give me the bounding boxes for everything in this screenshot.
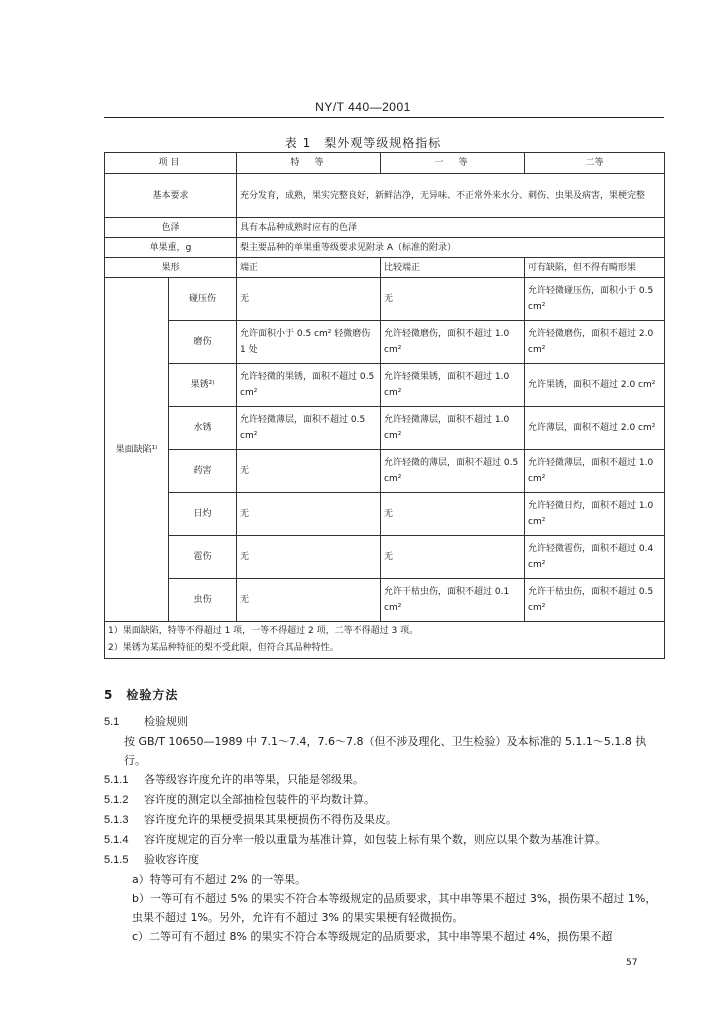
- defect-row: [105, 321, 665, 364]
- defect-row: [105, 536, 665, 579]
- row-label-shape: 果形: [105, 258, 237, 278]
- row-basic-requirement: [105, 174, 665, 218]
- basic-requirement-value: 充分发育，成熟，果实完整良好，新鲜洁净，无异味、不正常外来水分、刺伤、虫果及病害，果梗完整: [237, 174, 665, 218]
- row-color: [105, 218, 665, 238]
- defect-second: 允许轻微碰压伤，面积小于 0.5 cm²: [525, 278, 665, 321]
- table-notes: [105, 622, 665, 659]
- col-header-item: 项目: [105, 153, 237, 174]
- grade-spec-table: [104, 152, 665, 659]
- defect-first: 无: [381, 278, 525, 321]
- defect-special: 无: [237, 493, 381, 536]
- tolerance-item-b: b）一等可有不超过 5% 的果实不符合本等级规定的品质要求，其中串等果不超过 3%，损伤果不超过 1%，虫果不超过 1%。另外，允许有不超过 3% 的果实果梗有轻微损伤。: [132, 892, 657, 924]
- clause-item: [104, 770, 664, 790]
- tolerance-item-a: a）特等可有不超过 2% 的一等果。: [132, 873, 307, 886]
- defect-row: [105, 364, 665, 407]
- clause-text: 验收容许度: [144, 853, 199, 866]
- row-label-color: 色泽: [105, 218, 237, 238]
- shape-second: 可有缺陷，但不得有畸形果: [525, 258, 665, 278]
- defect-first: 允许轻微磨伤，面积不超过 1.0 cm²: [381, 321, 525, 364]
- clause-item: [104, 810, 664, 830]
- col-header-special: 特 等: [237, 153, 381, 174]
- clause-title: 检验规则: [144, 715, 188, 728]
- defect-first: 允许干枯虫伤，面积不超过 0.1 cm²: [381, 579, 525, 622]
- clause-item: [104, 790, 664, 810]
- table-notes-row: [105, 622, 665, 659]
- table-note: 2）果锈为某品种特征的梨不受此限，但符合其品种特性。: [108, 643, 339, 653]
- defect-special: 无: [237, 579, 381, 622]
- defect-first: 无: [381, 536, 525, 579]
- document-header: NY/T 440—2001: [315, 100, 411, 114]
- clause-text: 容许度的测定以全部抽检包装件的平均数计算。: [144, 793, 375, 806]
- table-title: 表 1 梨外观等级规格指标: [284, 136, 442, 150]
- defect-row: [105, 579, 665, 622]
- defect-row: [105, 278, 665, 321]
- defect-row: [105, 450, 665, 493]
- weight-value: 梨主要品种的单果重等级要求见附录 A（标准的附录）: [237, 238, 665, 258]
- col-header-second: 二等: [525, 153, 665, 174]
- table-header-row: [105, 153, 665, 174]
- clause-5-1: [104, 712, 664, 732]
- header-rule: [104, 117, 664, 118]
- defect-name: 碰压伤: [169, 278, 237, 321]
- defect-first: 允许轻微果锈，面积不超过 1.0 cm²: [381, 364, 525, 407]
- defect-name: 雹伤: [169, 536, 237, 579]
- defect-name: 日灼: [169, 493, 237, 536]
- row-label-basic: 基本要求: [105, 174, 237, 218]
- clause-number: 5.1.5: [104, 854, 129, 866]
- clause-number: 5.1.3: [104, 814, 129, 826]
- defect-special: 允许轻微薄层，面积不超过 0.5 cm²: [237, 407, 381, 450]
- defect-second: 允许果锈，面积不超过 2.0 cm²: [525, 364, 665, 407]
- defect-name: 水锈: [169, 407, 237, 450]
- defect-second: 允许薄层，面积不超过 2.0 cm²: [525, 407, 665, 450]
- page-number: 57: [626, 958, 638, 968]
- defect-special: 无: [237, 450, 381, 493]
- table-note: 1）果面缺陷，特等不得超过 1 项，一等不得超过 2 项，二等不得超过 3 项。: [108, 626, 419, 636]
- row-shape: [105, 258, 665, 278]
- section-5-body: [104, 712, 664, 946]
- defect-special: 无: [237, 278, 381, 321]
- col-header-first: 一 等: [381, 153, 525, 174]
- clause-number: 5.1.2: [104, 794, 129, 806]
- defect-special: 允许轻微的果锈，面积不超过 0.5 cm²: [237, 364, 381, 407]
- defect-name: 药害: [169, 450, 237, 493]
- clause-text: 各等级容许度允许的串等果，只能是邻级果。: [144, 773, 364, 786]
- defect-first: 允许轻微薄层，面积不超过 1.0 cm²: [381, 407, 525, 450]
- defect-name: 果锈²⁾: [169, 364, 237, 407]
- clause-text: 容许度规定的百分率一般以重量为基准计算，如包装上标有果个数，则应以果个数为基准计算。: [144, 833, 606, 846]
- defect-first: 无: [381, 493, 525, 536]
- row-weight: [105, 238, 665, 258]
- defect-second: 允许轻微日灼，面积不超过 1.0 cm²: [525, 493, 665, 536]
- defect-name: 虫伤: [169, 579, 237, 622]
- defect-row: [105, 407, 665, 450]
- clause-text: 容许度允许的果梗受损果其果梗损伤不得伤及果皮。: [144, 813, 397, 826]
- clause-item: [104, 850, 664, 870]
- clause-number: 5.1: [104, 716, 120, 728]
- clause-5-1-intro: 按 GB/T 10650—1989 中 7.1～7.4，7.6～7.8（但不涉及理化、卫生检验）及本标准的 5.1.1～5.1.8 执行。: [124, 735, 647, 767]
- defect-second: 允许轻微磨伤，面积不超过 2.0 cm²: [525, 321, 665, 364]
- clause-number: 5.1.1: [104, 774, 129, 786]
- tolerance-item-c: c）二等可有不超过 8% 的果实不符合本等级规定的品质要求，其中串等果不超过 4%，损伤果不超: [132, 930, 613, 943]
- defect-row: [105, 493, 665, 536]
- shape-first: 比较端正: [381, 258, 525, 278]
- color-value: 具有本品种成熟时应有的色泽: [237, 218, 665, 238]
- clause-item: [104, 830, 664, 850]
- defect-second: 允许干枯虫伤，面积不超过 0.5 cm²: [525, 579, 665, 622]
- defect-special: 无: [237, 536, 381, 579]
- defect-special: 允许面积小于 0.5 cm² 轻微磨伤 1 处: [237, 321, 381, 364]
- section-5-title: 5 检验方法: [104, 688, 179, 702]
- row-label-weight: 单果重，g: [105, 238, 237, 258]
- shape-special: 端正: [237, 258, 381, 278]
- defect-first: 允许轻微的薄层，面积不超过 0.5 cm²: [381, 450, 525, 493]
- defect-second: 允许轻微薄层，面积不超过 1.0 cm²: [525, 450, 665, 493]
- clause-number: 5.1.4: [104, 834, 129, 846]
- defect-name: 磨伤: [169, 321, 237, 364]
- defect-group-label: 果面缺陷¹⁾: [105, 278, 169, 622]
- defect-second: 允许轻微雹伤，面积不超过 0.4 cm²: [525, 536, 665, 579]
